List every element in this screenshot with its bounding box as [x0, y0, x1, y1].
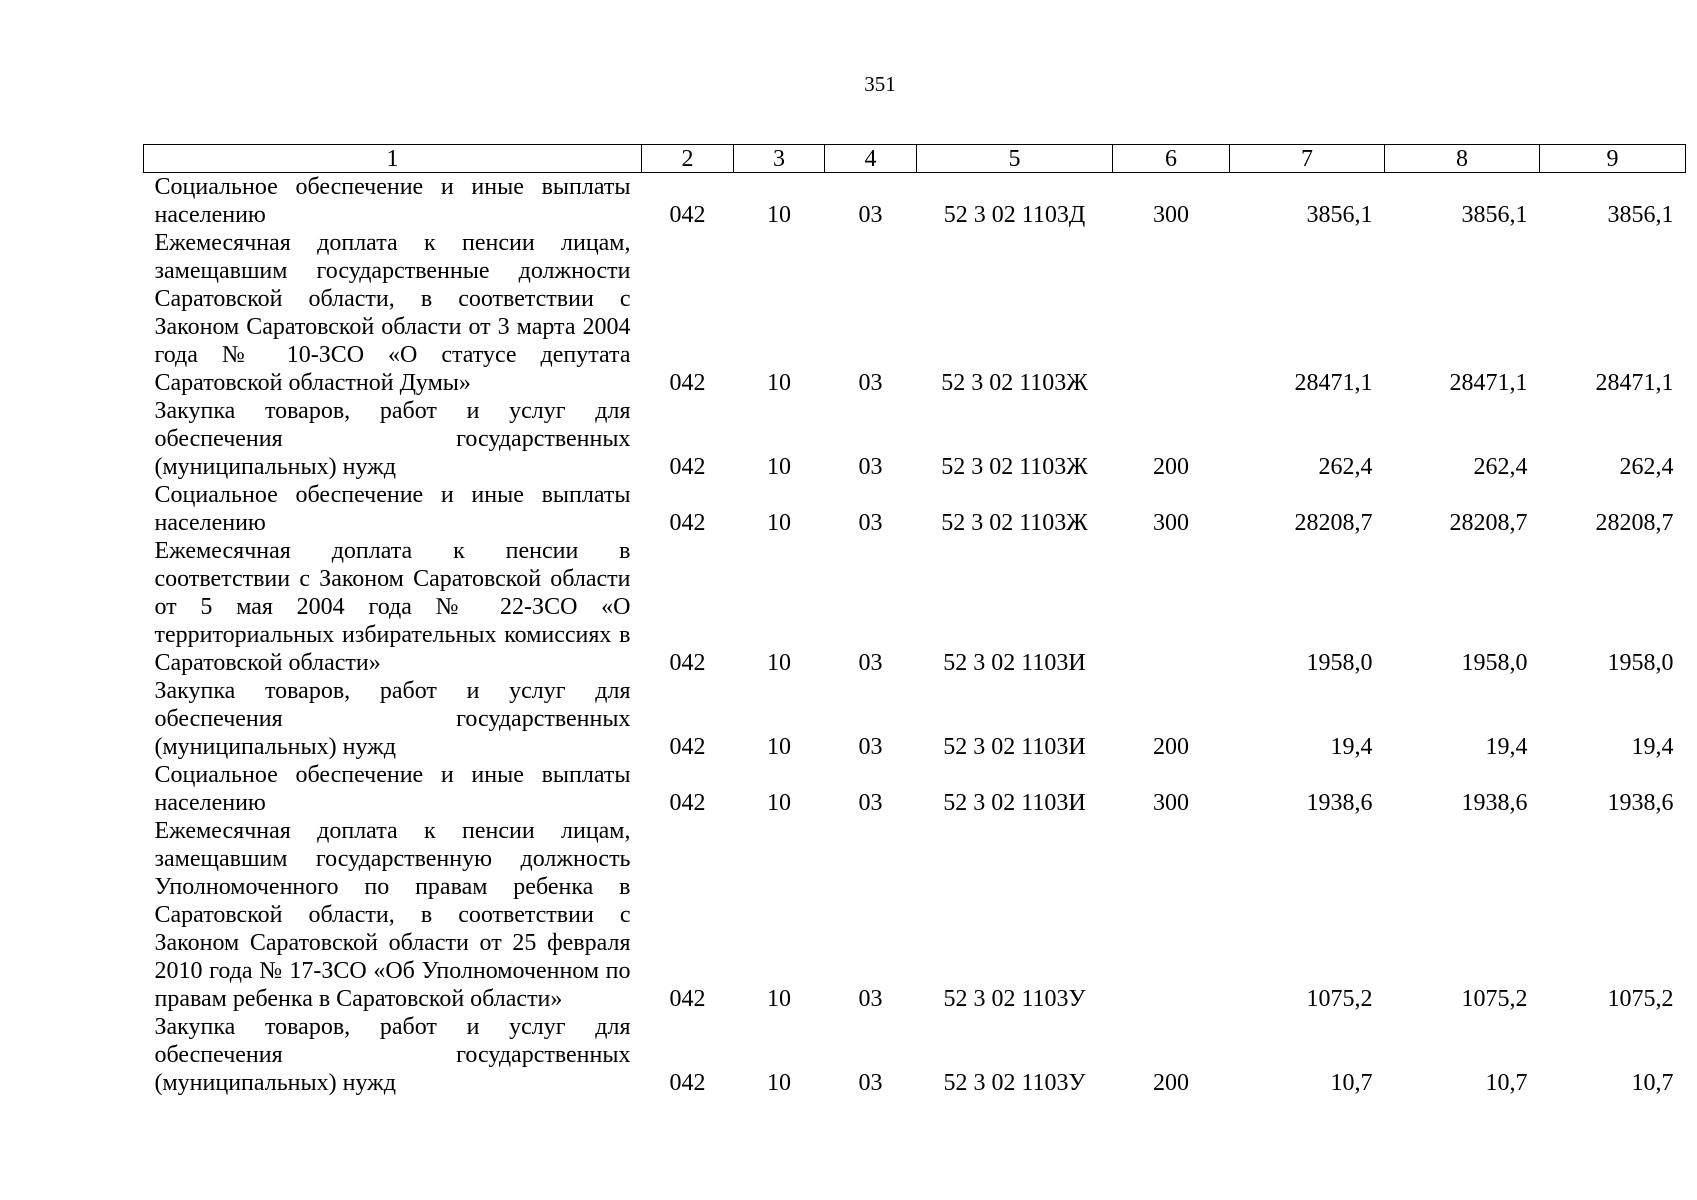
cell-amount-7: 3856,1 — [1306, 202, 1373, 228]
cell-expense-type: 200 — [1153, 1070, 1189, 1096]
row-description: Закупка товаров, работ и услуг для обеспечения государственных (муниципальных) нужд — [154, 1014, 631, 1096]
table-row — [144, 537, 1686, 677]
cell-amount-7: 1958,0 — [1306, 650, 1373, 676]
cell-section: 10 — [767, 986, 791, 1012]
cell-amount-7: 1075,2 — [1306, 986, 1373, 1012]
cell-subsection: 03 — [858, 734, 883, 760]
cell-section: 10 — [767, 650, 791, 676]
cell-amount-9: 19,4 — [1631, 734, 1674, 760]
column-header: 4 — [825, 145, 917, 173]
row-description: Ежемесячная доплата к пенсии в соответствии с Законом Саратовской области от 5 мая 2004 года № 22-ЗСО «О территориальных избирательных комиссиях в Саратовской области» — [154, 538, 631, 676]
cell-amount-8: 262,4 — [1473, 454, 1528, 480]
cell-amount-9: 28471,1 — [1595, 370, 1674, 396]
cell-expense-type — [1113, 229, 1230, 397]
cell-amount-9: 28208,7 — [1595, 510, 1674, 536]
cell-amount-7: 19,4 — [1330, 734, 1373, 760]
row-description: Социальное обеспечение и иные выплаты населению — [154, 174, 631, 228]
cell-subsection: 03 — [858, 790, 883, 816]
column-header: 3 — [734, 145, 825, 173]
row-description: Ежемесячная доплата к пенсии лицам, замещавшим государственную должность Уполномоченного по правам ребенка в Саратовской области, в соответствии с Законом Саратовской области от 25 февраля 2010 года № 17-ЗСО «Об Уполномоченном по правам ребенка в Саратовской области» — [154, 818, 631, 1012]
cell-section: 10 — [767, 734, 791, 760]
row-description: Социальное обеспечение и иные выплаты населению — [154, 762, 631, 816]
cell-target-article: 52 3 02 1103У — [943, 986, 1086, 1012]
cell-ministry-code: 042 — [669, 1070, 706, 1096]
cell-expense-type: 300 — [1153, 790, 1189, 816]
cell-subsection: 03 — [858, 202, 883, 228]
cell-amount-9: 1958,0 — [1607, 650, 1674, 676]
cell-subsection: 03 — [858, 510, 883, 536]
cell-ministry-code: 042 — [669, 370, 706, 396]
table-row — [144, 481, 1686, 537]
cell-ministry-code: 042 — [669, 790, 706, 816]
table-row — [144, 173, 1686, 230]
cell-section: 10 — [767, 790, 791, 816]
column-header: 1 — [144, 145, 642, 173]
cell-amount-7: 262,4 — [1318, 454, 1373, 480]
cell-subsection: 03 — [858, 370, 883, 396]
column-header: 7 — [1230, 145, 1385, 173]
cell-target-article: 52 3 02 1103Ж — [941, 370, 1088, 396]
cell-ministry-code: 042 — [669, 986, 706, 1012]
cell-expense-type — [1113, 817, 1230, 1013]
cell-amount-9: 1075,2 — [1607, 986, 1674, 1012]
column-header: 5 — [917, 145, 1113, 173]
cell-amount-8: 1938,6 — [1461, 790, 1528, 816]
cell-subsection: 03 — [858, 454, 883, 480]
column-header: 8 — [1385, 145, 1540, 173]
row-description: Социальное обеспечение и иные выплаты населению — [154, 482, 631, 536]
cell-target-article: 52 3 02 1103Д — [943, 202, 1086, 228]
cell-amount-8: 28471,1 — [1449, 370, 1528, 396]
cell-amount-8: 19,4 — [1485, 734, 1528, 760]
cell-expense-type — [1113, 537, 1230, 677]
cell-ministry-code: 042 — [669, 510, 706, 536]
column-header: 6 — [1113, 145, 1230, 173]
cell-target-article: 52 3 02 1103У — [943, 1070, 1086, 1096]
cell-amount-7: 28471,1 — [1294, 370, 1373, 396]
cell-subsection: 03 — [858, 1070, 883, 1096]
cell-expense-type: 200 — [1153, 734, 1189, 760]
cell-amount-9: 10,7 — [1631, 1070, 1674, 1096]
budget-table — [143, 144, 1686, 1097]
table-row — [144, 397, 1686, 481]
cell-section: 10 — [767, 370, 791, 396]
cell-amount-8: 10,7 — [1485, 1070, 1528, 1096]
cell-ministry-code: 042 — [669, 650, 706, 676]
table-header-row — [144, 145, 1686, 173]
cell-ministry-code: 042 — [669, 734, 706, 760]
cell-section: 10 — [767, 202, 791, 228]
cell-section: 10 — [767, 510, 791, 536]
cell-amount-8: 3856,1 — [1461, 202, 1528, 228]
cell-ministry-code: 042 — [669, 202, 706, 228]
cell-subsection: 03 — [858, 650, 883, 676]
row-description: Закупка товаров, работ и услуг для обеспечения государственных (муниципальных) нужд — [154, 398, 631, 480]
row-description: Ежемесячная доплата к пенсии лицам, замещавшим государственные должности Саратовской области, в соответствии с Законом Саратовской области от 3 марта 2004 года № 10-ЗСО «О статусе депутата Саратовской областной Думы» — [154, 230, 631, 396]
cell-expense-type: 300 — [1153, 202, 1189, 228]
cell-amount-8: 1075,2 — [1461, 986, 1528, 1012]
cell-target-article: 52 3 02 1103Ж — [941, 510, 1088, 536]
cell-target-article: 52 3 02 1103Ж — [941, 454, 1088, 480]
cell-expense-type: 200 — [1153, 454, 1189, 480]
cell-amount-9: 262,4 — [1619, 454, 1674, 480]
cell-target-article: 52 3 02 1103И — [943, 734, 1086, 760]
cell-amount-7: 1938,6 — [1306, 790, 1373, 816]
column-header: 9 — [1540, 145, 1686, 173]
table-row — [144, 229, 1686, 397]
cell-ministry-code: 042 — [669, 454, 706, 480]
cell-target-article: 52 3 02 1103И — [943, 650, 1086, 676]
table-row — [144, 677, 1686, 761]
cell-amount-8: 28208,7 — [1449, 510, 1528, 536]
cell-amount-8: 1958,0 — [1461, 650, 1528, 676]
cell-amount-7: 28208,7 — [1294, 510, 1373, 536]
cell-section: 10 — [767, 454, 791, 480]
table-row — [144, 1013, 1686, 1097]
cell-section: 10 — [767, 1070, 791, 1096]
cell-subsection: 03 — [858, 986, 883, 1012]
cell-amount-9: 3856,1 — [1607, 202, 1674, 228]
cell-target-article: 52 3 02 1103И — [943, 790, 1086, 816]
table-row — [144, 817, 1686, 1013]
cell-expense-type: 300 — [1153, 510, 1189, 536]
page-number: 351 — [864, 72, 896, 96]
table-row — [144, 761, 1686, 817]
column-header: 2 — [642, 145, 734, 173]
row-description: Закупка товаров, работ и услуг для обеспечения государственных (муниципальных) нужд — [154, 678, 631, 760]
cell-amount-9: 1938,6 — [1607, 790, 1674, 816]
cell-amount-7: 10,7 — [1330, 1070, 1373, 1096]
